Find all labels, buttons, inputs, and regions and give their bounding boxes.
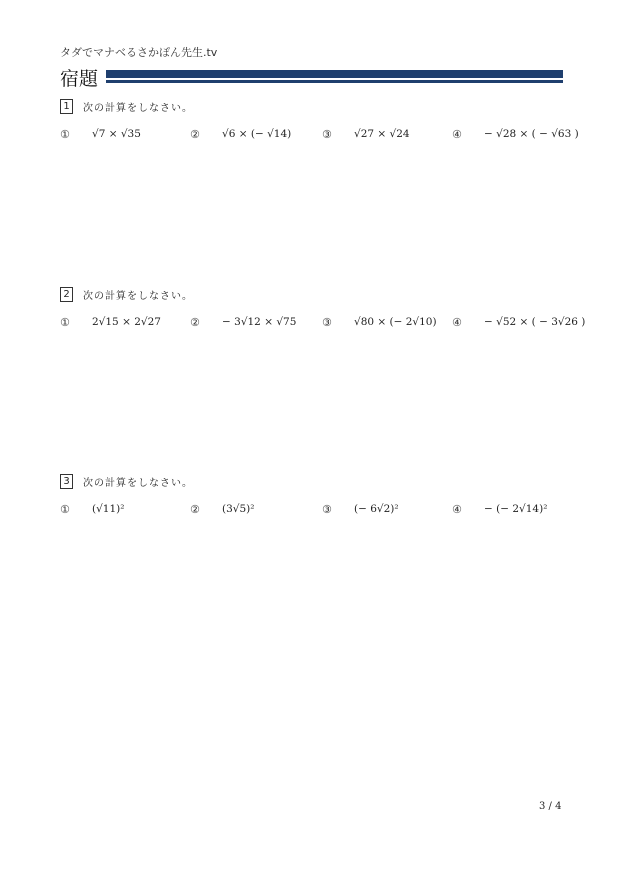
problem-item [60, 498, 124, 520]
problem-marker: ③ [322, 127, 332, 141]
problem-item [190, 498, 254, 520]
question-number: 2 [60, 287, 73, 302]
problem-expression: − √28 × ( − √63 ) [484, 128, 579, 140]
problem-expression: − 3√12 × √75 [222, 316, 297, 328]
question-instruction: 次の計算をしなさい。 [83, 102, 193, 114]
problem-expression: √6 × (− √14) [222, 128, 292, 140]
problem-marker: ① [60, 127, 70, 141]
question-instruction: 次の計算をしなさい。 [83, 477, 193, 489]
problem-expression: − (− 2√14)² [484, 503, 548, 515]
problem-expression: − √52 × ( − 3√26 ) [484, 316, 586, 328]
page-number: 3 / 4 [539, 801, 562, 812]
problem-marker: ④ [452, 315, 462, 329]
problem-expression: 2√15 × 2√27 [92, 316, 161, 328]
problem-item [190, 123, 291, 145]
problem-marker: ① [60, 315, 70, 329]
problem-item [322, 123, 410, 145]
problem-expression: √7 × √35 [92, 128, 141, 140]
problem-item [60, 123, 141, 145]
problem-marker: ② [190, 502, 200, 516]
problem-marker: ③ [322, 315, 332, 329]
problem-item [452, 498, 547, 520]
problem-item [190, 311, 296, 333]
question-section-2 [60, 285, 586, 333]
page-title: 宿題 [60, 68, 99, 90]
question-number: 3 [60, 474, 73, 489]
question-section-3 [60, 472, 570, 520]
question-section-1 [60, 97, 579, 145]
problem-expression: (− 6√2)² [354, 503, 399, 515]
problem-expression: (√11)² [92, 503, 125, 515]
problem-expression: √80 × (− 2√10) [354, 316, 437, 328]
problem-marker: ② [190, 315, 200, 329]
problem-marker: ② [190, 127, 200, 141]
problem-marker: ① [60, 502, 70, 516]
problem-item [322, 498, 399, 520]
problem-marker: ④ [452, 127, 462, 141]
site-name: タダでマナベるさかぽん先生.tv [60, 46, 218, 59]
question-number: 1 [60, 99, 73, 114]
problem-marker: ④ [452, 502, 462, 516]
problem-item [452, 311, 585, 333]
problem-item [60, 311, 161, 333]
problem-marker: ③ [322, 502, 332, 516]
question-instruction: 次の計算をしなさい。 [83, 290, 193, 302]
problem-expression: (3√5)² [222, 503, 255, 515]
problem-item [322, 311, 437, 333]
title-bar [106, 70, 563, 83]
problem-item [452, 123, 579, 145]
problem-expression: √27 × √24 [354, 128, 410, 140]
